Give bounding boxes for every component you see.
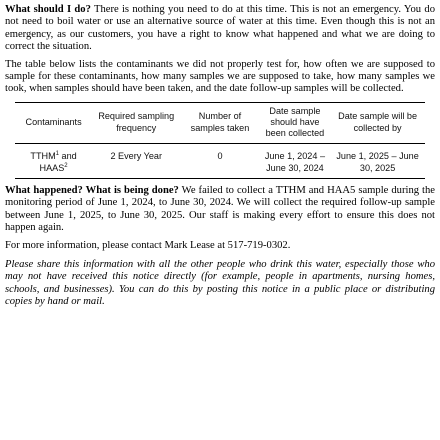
table-row — [15, 144, 425, 178]
what-happened-heading: What happened? What is being done? — [5, 184, 179, 196]
footnote-marker-2: 2 — [64, 162, 68, 169]
cell-will-be-collected: June 1, 2025 – June 30, 2025 — [336, 151, 419, 173]
contaminant-joiner: and — [59, 151, 77, 162]
table-header-row — [15, 103, 425, 144]
cell-should-have-been-collected: June 1, 2024 – June 30, 2024 — [264, 151, 325, 173]
what-happened-text: We failed to collect a TTHM and HAA5 sample during the monitoring period of June 1, 2024, to June 30, 2024. We will collect the required follow-up sample between June 1, 2025, to June 30, 2025. Our staff is making every effort to ensure this does not happen again. — [5, 184, 435, 234]
what-should-i-do-paragraph — [5, 4, 435, 54]
contaminants-table — [15, 103, 425, 178]
cell-samples-taken: 0 — [217, 151, 223, 162]
cell-contaminant — [15, 144, 92, 178]
header-date-should-have-been-collected: Date sample should have been collected — [260, 103, 331, 144]
what-should-i-do-heading: What should I do? — [5, 4, 91, 15]
contact-paragraph: For more information, please contact Mark Lease at 517-719-0302. — [5, 240, 291, 252]
contaminants-table-wrapper — [15, 102, 425, 179]
notice-page — [5, 4, 435, 309]
header-number-of-samples-taken: Number of samples taken — [180, 103, 259, 144]
share-notice-paragraph: Please share this information with all the other people who drink this water, especially those who may not have received this notice directly (for example, people in apartments, nursing homes, schools, and businesses). You can do this by posting this notice in a public place or distributing copies by hand or mail. — [5, 258, 435, 308]
header-date-will-be-collected: Date sample will be collected by — [330, 103, 425, 144]
what-should-i-do-text: There is nothing you need to do at this time. This is not an emergency. You do not need to boil water or use an alternative source of water at this time. Even though this is not an emergency, as our customers, you have a right to know what happened and what we are doing to correct the situation. — [5, 4, 436, 53]
cell-frequency: 2 Every Year — [110, 151, 163, 162]
footnote-marker-1: 1 — [55, 151, 60, 158]
header-required-sampling-frequency: Required sampling frequency — [92, 103, 180, 144]
table-intro-paragraph: The table below lists the contaminants we did not properly test for, how often we are supposed to sample for these contaminants, how many samples we are supposed to take, how many samples we took, when samples should have been taken, and the date follow-up samples will be collected. — [5, 58, 435, 95]
header-contaminants: Contaminants — [15, 103, 92, 144]
what-happened-paragraph — [5, 185, 435, 235]
contaminant-haas: HAAS — [39, 162, 65, 173]
contaminant-tthm: TTHM — [30, 151, 56, 162]
